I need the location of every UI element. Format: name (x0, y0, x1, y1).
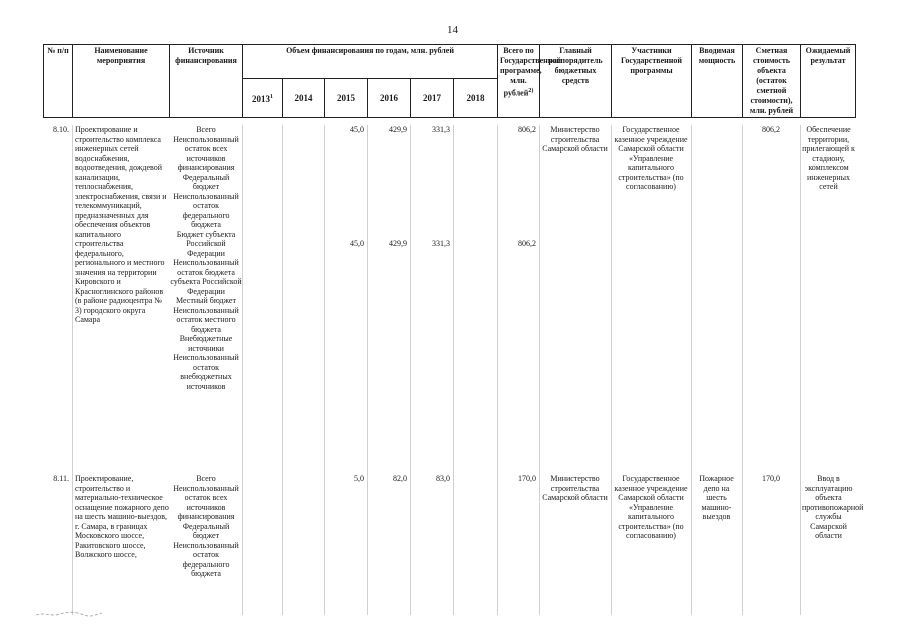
header-year: 2015 (325, 79, 368, 118)
value-2015: 5,0 (354, 474, 364, 483)
scan-mark-decoration (34, 606, 104, 620)
value-total: 806,2 (518, 125, 536, 134)
header-sources: Источник финансирования (170, 45, 243, 118)
row-number: 8.10. (53, 125, 69, 134)
source-label: Всего (196, 125, 216, 134)
header-year: 2014 (283, 79, 325, 118)
header-year: 2017 (411, 79, 454, 118)
value-2015: 45,0 (350, 239, 364, 248)
source-label: Неиспользованный остаток федерального бюджета (173, 540, 239, 578)
value-2017: 83,0 (436, 474, 450, 483)
row-number: 8.11. (53, 474, 69, 483)
value-2015: 45,0 (350, 125, 364, 134)
value-2017: 331,3 (432, 125, 450, 134)
source-label: Неиспользованный остаток всех источников финансирования (173, 483, 239, 521)
header-participants: Участники Государственной программы (612, 45, 692, 118)
row-sources (170, 125, 242, 391)
source-label: Неиспользованный остаток внебюджетных источников (173, 353, 239, 391)
row-estimate: 170,0 (762, 474, 780, 483)
row-name: Проектирование и строительство комплекса инженерных сетей водоснабжения, водоотведения, дождевой канализации, теплоснабжения, электроснабжения, связи и телекоммуникаций, предназначенных для обеспечения объектов капитального строительства федерального, регионального и местного значения на территории Кировского и Красноглинского районов (в районе радиоцентра № 3) городского округа Самара (75, 125, 167, 324)
value-2017: 331,3 (432, 239, 450, 248)
header-funding-group: Объем финансирования по годам, млн. рублей (243, 45, 498, 79)
source-label: Бюджет субъекта Российской Федерации (176, 229, 236, 258)
source-label: Всего (196, 474, 216, 483)
header-total: Всего по Государственной программе, млн. рублей$^{2)}$ (498, 45, 540, 118)
source-label: Неиспользованный остаток бюджета субъекта Российской Федерации (170, 258, 242, 296)
source-label: Неиспользованный остаток местного бюджета (173, 305, 239, 334)
header-year: 2013$^1$ (243, 79, 283, 118)
row-manager: Министерство строительства Самарской области (542, 474, 608, 502)
value-2016: 82,0 (393, 474, 407, 483)
header-capacity: Вводимая мощность (692, 45, 743, 118)
source-label: Федеральный бюджет (182, 172, 230, 191)
source-label: Неиспользованный остаток федерального бюджета (173, 191, 239, 229)
page-number: 14 (447, 24, 458, 36)
value-total: 170,0 (518, 474, 536, 483)
source-label: Неиспользованный остаток всех источников финансирования (173, 134, 239, 172)
value-total: 806,2 (518, 239, 536, 248)
header-year: 2018 (454, 79, 498, 118)
source-label: Федеральный бюджет (182, 521, 230, 540)
row-participants: Государственное казенное учреждение Самарской области «Управление капитального строительства» (по согласованию) (614, 474, 688, 540)
table-body (43, 125, 864, 625)
value-2016: 429,9 (389, 125, 407, 134)
program-table-header (43, 44, 856, 118)
header-manager: Главный распорядитель бюджетных средств (540, 45, 612, 118)
source-label: Местный бюджет (176, 296, 236, 305)
row-name: Проектирование, строительство и материально-техническое оснащение пожарного депо на шесть машино-выездов, г. Самара, в границах Московского шоссе, Ракитовского шоссе, Волжского шоссе, (75, 474, 169, 559)
row-manager: Министерство строительства Самарской области (542, 125, 608, 153)
header-year: 2016 (368, 79, 411, 118)
row-result: Ввод в эксплуатацию объекта противопожарной службы Самарской области (802, 474, 864, 540)
value-2016: 429,9 (389, 239, 407, 248)
row-participants: Государственное казенное учреждение Самарской области «Управление капитального строительства» (по согласованию) (614, 125, 688, 191)
header-result: Ожидаемый результат (801, 45, 856, 118)
header-name: Наименование мероприятия (73, 45, 170, 118)
header-no: № п/п (44, 45, 73, 118)
header-estimate: Сметная стоимость объекта (остаток сметной стоимости), млн. рублей (743, 45, 801, 118)
row-estimate: 806,2 (762, 125, 780, 134)
row-result: Обеспечение территории, прилегающей к стадиону, комплексом инженерных сетей (802, 125, 855, 191)
row-capacity: Пожарное депо на шесть машино-выездов (699, 474, 734, 521)
row-sources (170, 474, 242, 579)
source-label: Внебюджетные источники (179, 334, 233, 353)
